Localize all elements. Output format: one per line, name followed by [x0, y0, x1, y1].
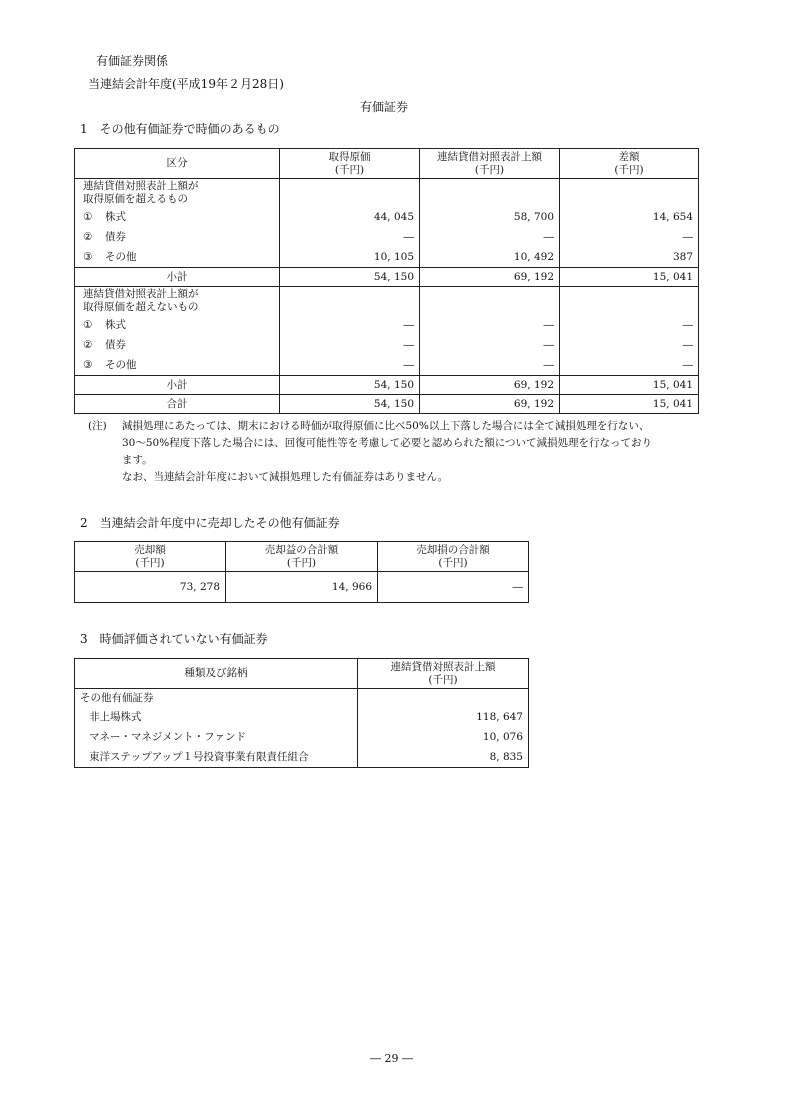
subtotal-row — [75, 376, 699, 395]
item-label: ① 株式 — [75, 208, 280, 228]
diff-cell: ― — [560, 356, 699, 376]
note-line: 減損処理にあたっては、期末における時価が取得原価に比べ50%以上下落した場合には全て減損処理を行ない、 — [122, 420, 650, 432]
section1-heading: 1 その他有価証券で時価のあるもの — [80, 122, 280, 136]
note-line: なお、当連結会計年度において減損処理した有価証券はありません。 — [122, 471, 449, 483]
amount-cell: 10, 492 — [420, 248, 560, 268]
table-row — [75, 748, 529, 768]
security-value: 10, 076 — [358, 728, 529, 748]
col-header-sale-amount: 売却額 (千円) — [75, 542, 226, 572]
diff-cell: ― — [560, 228, 699, 248]
subtotal-label: 小計 — [75, 268, 280, 287]
note-line: ます。 — [122, 454, 153, 466]
cost-cell: 54, 150 — [280, 268, 420, 287]
col-header-loss: 売却損の合計額 (千円) — [378, 542, 529, 572]
cost-cell: 10, 105 — [280, 248, 420, 268]
section-title: 有価証券関係 — [96, 54, 169, 68]
diff-cell: 387 — [560, 248, 699, 268]
table-row — [75, 356, 699, 376]
amount-cell: ― — [420, 316, 560, 336]
total-row — [75, 395, 699, 414]
security-name: 東洋ステップアップ１号投資事業有限責任組合 — [75, 748, 358, 768]
group2-label-row — [75, 287, 699, 316]
col-header-diff: 差額 (千円) — [560, 149, 699, 179]
group1-label-row — [75, 179, 699, 208]
table-unlisted-securities — [74, 658, 529, 768]
gain-cell: 14, 966 — [226, 572, 378, 603]
group-label: その他有価証券 — [75, 689, 358, 708]
diff-cell: 15, 041 — [560, 395, 699, 414]
section3-heading: 3 時価評価されていない有価証券 — [80, 632, 268, 646]
cost-cell: ― — [280, 336, 420, 356]
col-header-amount: 連結貸借対照表計上額 (千円) — [358, 659, 529, 689]
group1-label: 連結貸借対照表計上額が 取得原価を超えるもの — [75, 179, 280, 208]
table-row — [75, 316, 699, 336]
diff-cell: 15, 041 — [560, 376, 699, 395]
table-row — [75, 728, 529, 748]
note-mark: (注) — [88, 420, 107, 432]
note-line: 30～50%程度下落した場合には、回復可能性等を考慮して必要と認められた額について減損処理を行なっており — [122, 437, 652, 449]
group-row — [75, 689, 529, 708]
total-label: 合計 — [75, 395, 280, 414]
section2-heading: 2 当連結会計年度中に売却したその他有価証券 — [80, 516, 340, 530]
loss-cell: ― — [378, 572, 529, 603]
security-value: 118, 647 — [358, 708, 529, 728]
subtotal-row — [75, 268, 699, 287]
table-header-row — [75, 542, 529, 572]
table-header-row — [75, 149, 699, 179]
col-header-type: 種類及び銘柄 — [75, 659, 358, 689]
security-name: 非上場株式 — [75, 708, 358, 728]
col-header-amount: 連結貸借対照表計上額 (千円) — [420, 149, 560, 179]
amount-cell: 69, 192 — [420, 268, 560, 287]
item-label: ② 債券 — [75, 228, 280, 248]
cost-cell: 44, 045 — [280, 208, 420, 228]
amount-cell: 58, 700 — [420, 208, 560, 228]
period-label: 当連結会計年度(平成19年２月28日) — [88, 77, 284, 91]
subtotal-label: 小計 — [75, 376, 280, 395]
col-header-cost: 取得原価 (千円) — [280, 149, 420, 179]
amount-cell: 69, 192 — [420, 395, 560, 414]
page-number: ― 29 ― — [370, 1052, 413, 1065]
security-value: 8, 835 — [358, 748, 529, 768]
table-row — [75, 708, 529, 728]
diff-cell: ― — [560, 336, 699, 356]
group2-label: 連結貸借対照表計上額が 取得原価を超えないもの — [75, 287, 280, 316]
cost-cell: ― — [280, 356, 420, 376]
diff-cell: ― — [560, 316, 699, 336]
col-header-category: 区分 — [75, 149, 280, 179]
cost-cell: ― — [280, 228, 420, 248]
cost-cell: 54, 150 — [280, 395, 420, 414]
item-label: ② 債券 — [75, 336, 280, 356]
table-row — [75, 248, 699, 268]
item-label: ③ その他 — [75, 248, 280, 268]
table-row — [75, 572, 529, 603]
amount-cell: 69, 192 — [420, 376, 560, 395]
table-header-row — [75, 659, 529, 689]
col-header-gain: 売却益の合計額 (千円) — [226, 542, 378, 572]
table-securities-sold — [74, 541, 529, 603]
item-label: ③ その他 — [75, 356, 280, 376]
amount-cell: ― — [420, 356, 560, 376]
cost-cell: 54, 150 — [280, 376, 420, 395]
table-securities-market — [74, 148, 699, 414]
security-name: マネー・マネジメント・ファンド — [75, 728, 358, 748]
table-row — [75, 228, 699, 248]
cost-cell: ― — [280, 316, 420, 336]
sale-amount-cell: 73, 278 — [75, 572, 226, 603]
item-label: ① 株式 — [75, 316, 280, 336]
table-row — [75, 208, 699, 228]
table-row — [75, 336, 699, 356]
diff-cell: 14, 654 — [560, 208, 699, 228]
amount-cell: ― — [420, 228, 560, 248]
center-title: 有価証券 — [360, 100, 409, 114]
amount-cell: ― — [420, 336, 560, 356]
diff-cell: 15, 041 — [560, 268, 699, 287]
